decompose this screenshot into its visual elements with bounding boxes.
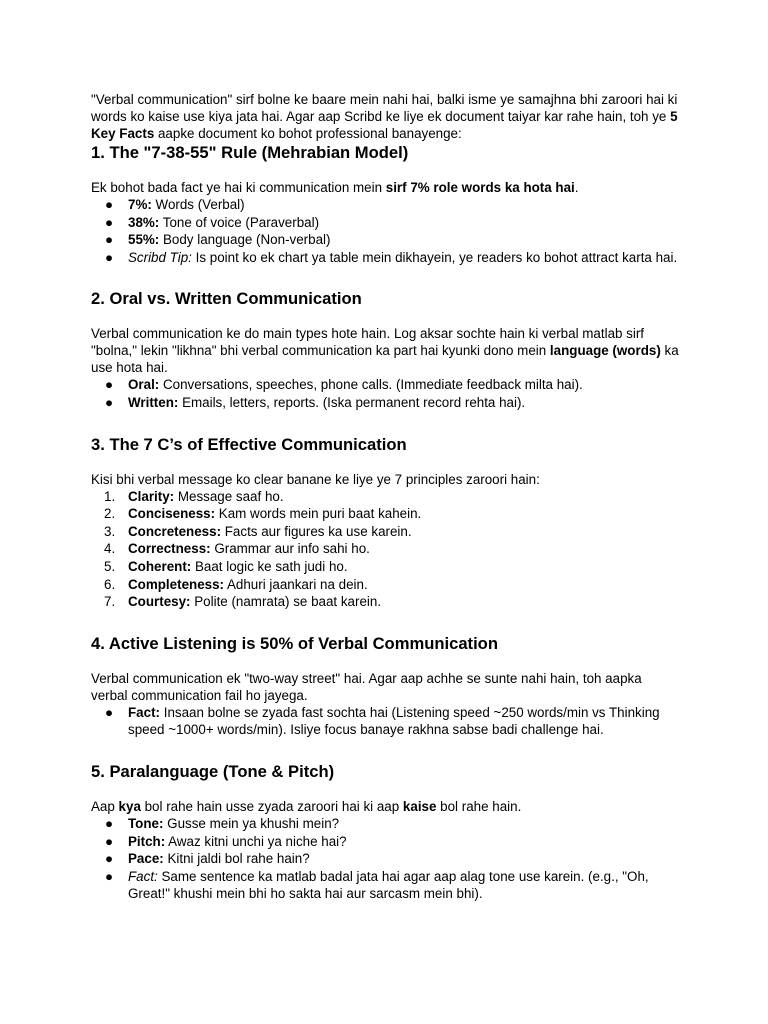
bullet-icon: ● bbox=[105, 214, 114, 230]
list-number: 2. bbox=[104, 506, 116, 522]
list-item: ● Oral: Conversations, speeches, phone calls. (Immediate feedback milta hai). bbox=[105, 377, 583, 393]
bullet-icon: ● bbox=[105, 704, 114, 720]
list-item: ● Tone: Gusse mein ya khushi mein? bbox=[105, 815, 340, 831]
bullet-icon: ● bbox=[105, 394, 114, 410]
list-item: ● Written: Emails, letters, reports. (Iska permanent record rehta hai). bbox=[105, 394, 526, 410]
section-5-paragraph: Aap kya bol rahe hain usse zyada zaroori hai ki aap kaise bol rahe hain. bbox=[91, 798, 522, 814]
list-item: 1. Clarity: Message saaf ho. bbox=[104, 488, 284, 504]
section-4-list bbox=[91, 704, 681, 739]
bullet-icon: ● bbox=[105, 815, 114, 831]
list-number: 4. bbox=[104, 541, 116, 557]
section-4-heading: 4. Active Listening is 50% of Verbal Communication bbox=[91, 633, 498, 653]
section-2-list bbox=[91, 376, 681, 411]
bullet-icon: ● bbox=[105, 232, 114, 248]
list-item: ● 55%: Body language (Non-verbal) bbox=[105, 232, 331, 248]
section-5-heading: 5. Paralanguage (Tone & Pitch) bbox=[91, 761, 335, 781]
section-2-paragraph: Verbal communication ke do main types hote hain. Log aksar sochte hain ki verbal matlab sirf "bolna," lekin "likhna" bhi verbal communication ka part hai kyunki dono mein language (words) ka use hota hai. bbox=[91, 326, 679, 376]
list-item: 3. Concreteness: Facts aur figures ka use karein. bbox=[104, 523, 412, 539]
section-4-paragraph: Verbal communication ek "two-way street" hai. Agar aap achhe se sunte nahi hain, toh aapka verbal communication fail ho jayega. bbox=[91, 670, 642, 703]
bullet-icon: ● bbox=[105, 249, 114, 265]
section-2-heading: 2. Oral vs. Written Communication bbox=[91, 289, 362, 309]
section-1-list bbox=[91, 196, 681, 266]
list-item: 7. Courtesy: Polite (namrata) se baat karein. bbox=[104, 594, 382, 610]
bullet-icon: ● bbox=[105, 851, 114, 867]
bullet-icon: ● bbox=[105, 197, 114, 212]
section-3-heading: 3. The 7 C’s of Effective Communication bbox=[91, 434, 407, 454]
section-3-list bbox=[91, 488, 681, 611]
list-number: 7. bbox=[104, 594, 116, 610]
bullet-icon: ● bbox=[105, 868, 114, 884]
intro-paragraph: "Verbal communication" sirf bolne ke baare mein nahi hai, balki isme ye samajhna bhi zaroori hai ki words ko kaise use kiya jata hai. Agar aap Scribd ke liye ek document taiyar kar rahe hain, toh ye 5 Key Facts aapke document ko bohot professional banayenge: bbox=[91, 92, 678, 141]
list-item: ● 7%: Words (Verbal) bbox=[105, 197, 245, 212]
list-item: 2. Conciseness: Kam words mein puri baat kahein. bbox=[104, 506, 422, 522]
list-item: ● 38%: Tone of voice (Paraverbal) bbox=[105, 214, 320, 230]
bullet-icon: ● bbox=[105, 833, 114, 849]
section-1-heading: 1. The "7-38-55" Rule (Mehrabian Model) bbox=[91, 143, 409, 162]
list-item: 5. Coherent: Baat logic ke sath judi ho. bbox=[104, 558, 348, 574]
bullet-icon: ● bbox=[105, 377, 114, 393]
list-item: 4. Correctness: Grammar aur info sahi ho. bbox=[104, 541, 370, 557]
section-5-list bbox=[91, 815, 681, 903]
list-item: ● Scribd Tip: Is point ko ek chart ya table mein dikhayein, ye readers ko bohot attract karta hai. bbox=[105, 249, 678, 265]
list-number: 6. bbox=[104, 576, 116, 592]
list-item: ● Fact: Same sentence ka matlab badal jata hai agar aap alag tone use karein. (e.g., "Oh, Great!" khushi mein bhi ho sakta hai aur sarcasm mein bhi). bbox=[105, 868, 649, 902]
list-item: 6. Completeness: Adhuri jaankari na dein. bbox=[104, 576, 368, 592]
list-item: ● Pitch: Awaz kitni unchi ya niche hai? bbox=[105, 833, 347, 849]
list-number: 5. bbox=[104, 558, 116, 574]
section-1-paragraph: Ek bohot bada fact ye hai ki communication mein sirf 7% role words ka hota hai. bbox=[91, 180, 579, 195]
section-3-paragraph: Kisi bhi verbal message ko clear banane ke liye ye 7 principles zaroori hain: bbox=[91, 471, 540, 487]
document-page bbox=[91, 91, 681, 903]
list-number: 3. bbox=[104, 523, 116, 539]
list-item: ● Pace: Kitni jaldi bol rahe hain? bbox=[105, 851, 310, 867]
list-item: ● Fact: Insaan bolne se zyada fast sochta hai (Listening speed ~250 words/min vs Thinking speed ~1000+ words/min). Isliye focus banaye rakhna sabse badi challenge hai. bbox=[105, 704, 660, 738]
list-number: 1. bbox=[104, 488, 116, 504]
